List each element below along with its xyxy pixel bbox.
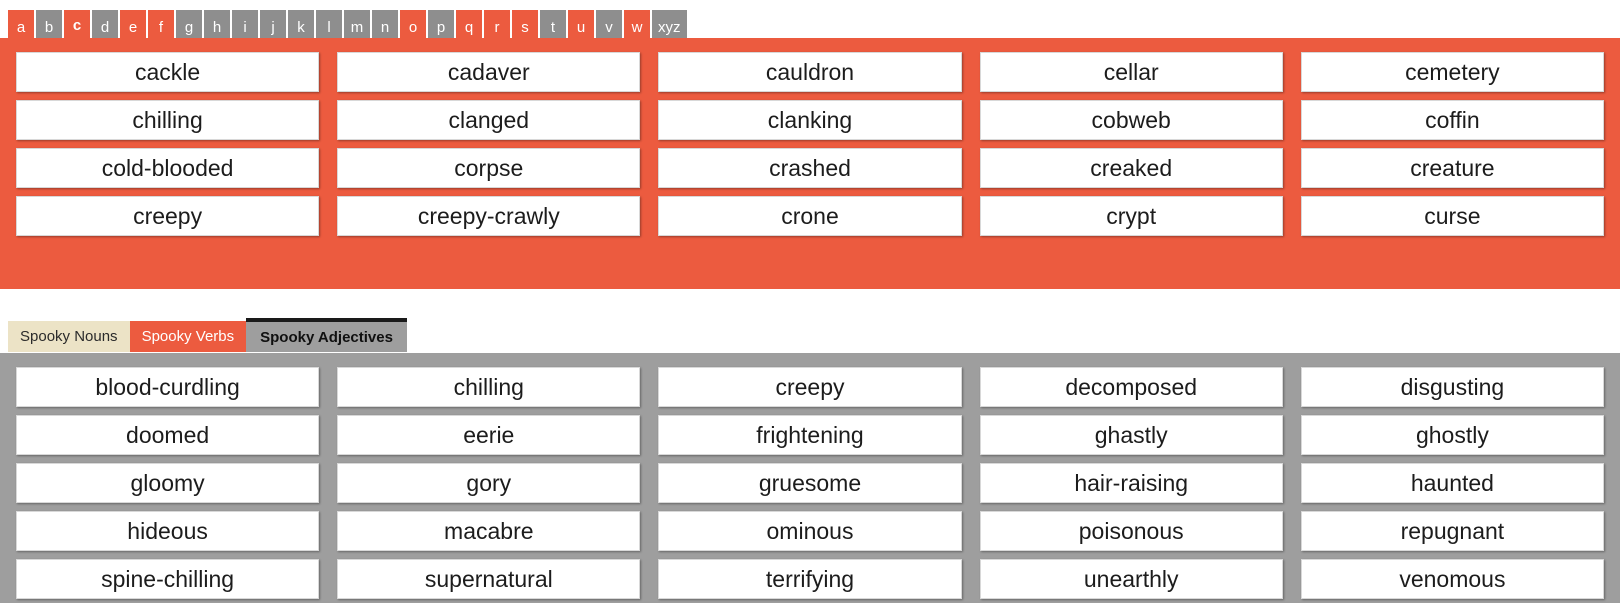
word-cell[interactable]: venomous [1301, 559, 1604, 599]
word-cell[interactable]: cadaver [337, 52, 640, 92]
word-cell[interactable]: macabre [337, 511, 640, 551]
category-tab-strip [8, 318, 407, 352]
alphabet-tab-j[interactable]: j [260, 10, 286, 44]
word-cell[interactable]: gloomy [16, 463, 319, 503]
word-cell[interactable]: creepy [658, 367, 961, 407]
alphabet-tab-f[interactable]: f [148, 10, 174, 44]
word-cell[interactable]: cobweb [980, 100, 1283, 140]
word-cell[interactable]: terrifying [658, 559, 961, 599]
alphabet-tab-xyz[interactable]: xyz [652, 10, 687, 44]
word-cell[interactable]: cackle [16, 52, 319, 92]
word-cell[interactable]: curse [1301, 196, 1604, 236]
word-cell[interactable]: unearthly [980, 559, 1283, 599]
word-cell[interactable]: repugnant [1301, 511, 1604, 551]
alphabet-tab-i[interactable]: i [232, 10, 258, 44]
alphabet-tab-u[interactable]: u [568, 10, 594, 44]
alphabet-tab-q[interactable]: q [456, 10, 482, 44]
word-cell[interactable]: creaked [980, 148, 1283, 188]
word-cell[interactable]: creature [1301, 148, 1604, 188]
word-cell[interactable]: clanged [337, 100, 640, 140]
word-cell[interactable]: ominous [658, 511, 961, 551]
word-cell[interactable]: disgusting [1301, 367, 1604, 407]
alphabet-tab-e[interactable]: e [120, 10, 146, 44]
alphabet-tab-o[interactable]: o [400, 10, 426, 44]
word-cell[interactable]: eerie [337, 415, 640, 455]
alphabet-tab-n[interactable]: n [372, 10, 398, 44]
category-tab-spooky-adjectives[interactable]: Spooky Adjectives [246, 318, 407, 352]
word-cell[interactable]: clanking [658, 100, 961, 140]
alphabet-tab-d[interactable]: d [92, 10, 118, 44]
word-cell[interactable]: cauldron [658, 52, 961, 92]
word-cell[interactable]: cellar [980, 52, 1283, 92]
word-cell[interactable]: corpse [337, 148, 640, 188]
alphabet-tab-h[interactable]: h [204, 10, 230, 44]
category-tab-spooky-verbs[interactable]: Spooky Verbs [130, 321, 247, 352]
alphabet-tab-k[interactable]: k [288, 10, 314, 44]
alphabet-tab-t[interactable]: t [540, 10, 566, 44]
spooky-adjectives-word-panel [0, 353, 1620, 603]
word-cell[interactable]: hair-raising [980, 463, 1283, 503]
alphabet-tab-b[interactable]: b [36, 10, 62, 44]
word-cell[interactable]: crone [658, 196, 961, 236]
alphabet-tab-l[interactable]: l [316, 10, 342, 44]
word-cell[interactable]: gruesome [658, 463, 961, 503]
alphabet-tab-a[interactable]: a [8, 10, 34, 44]
alphabet-tab-w[interactable]: w [624, 10, 650, 44]
word-cell[interactable]: supernatural [337, 559, 640, 599]
word-cell[interactable]: chilling [337, 367, 640, 407]
word-cell[interactable]: coffin [1301, 100, 1604, 140]
word-cell[interactable]: creepy [16, 196, 319, 236]
word-cell[interactable]: creepy-crawly [337, 196, 640, 236]
word-cell[interactable]: cemetery [1301, 52, 1604, 92]
alphabet-tab-p[interactable]: p [428, 10, 454, 44]
word-cell[interactable]: decomposed [980, 367, 1283, 407]
word-cell[interactable]: hideous [16, 511, 319, 551]
word-cell[interactable]: spine-chilling [16, 559, 319, 599]
word-cell[interactable]: gory [337, 463, 640, 503]
word-grid-top [16, 52, 1604, 236]
word-cell[interactable]: doomed [16, 415, 319, 455]
alphabet-tab-s[interactable]: s [512, 10, 538, 44]
word-cell[interactable]: poisonous [980, 511, 1283, 551]
alphabet-tab-c[interactable]: c [64, 10, 90, 44]
word-cell[interactable]: frightening [658, 415, 961, 455]
alphabet-tab-g[interactable]: g [176, 10, 202, 44]
alphabet-tab-m[interactable]: m [344, 10, 370, 44]
word-cell[interactable]: haunted [1301, 463, 1604, 503]
category-tab-spooky-nouns[interactable]: Spooky Nouns [8, 321, 130, 352]
word-cell[interactable]: crashed [658, 148, 961, 188]
word-cell[interactable]: ghostly [1301, 415, 1604, 455]
word-cell[interactable]: cold-blooded [16, 148, 319, 188]
word-cell[interactable]: crypt [980, 196, 1283, 236]
word-cell[interactable]: chilling [16, 100, 319, 140]
alphabet-tab-r[interactable]: r [484, 10, 510, 44]
word-cell[interactable]: blood-curdling [16, 367, 319, 407]
word-grid-bottom [16, 367, 1604, 599]
alphabet-tab-v[interactable]: v [596, 10, 622, 44]
word-cell[interactable]: ghastly [980, 415, 1283, 455]
spooky-verbs-word-panel [0, 38, 1620, 289]
